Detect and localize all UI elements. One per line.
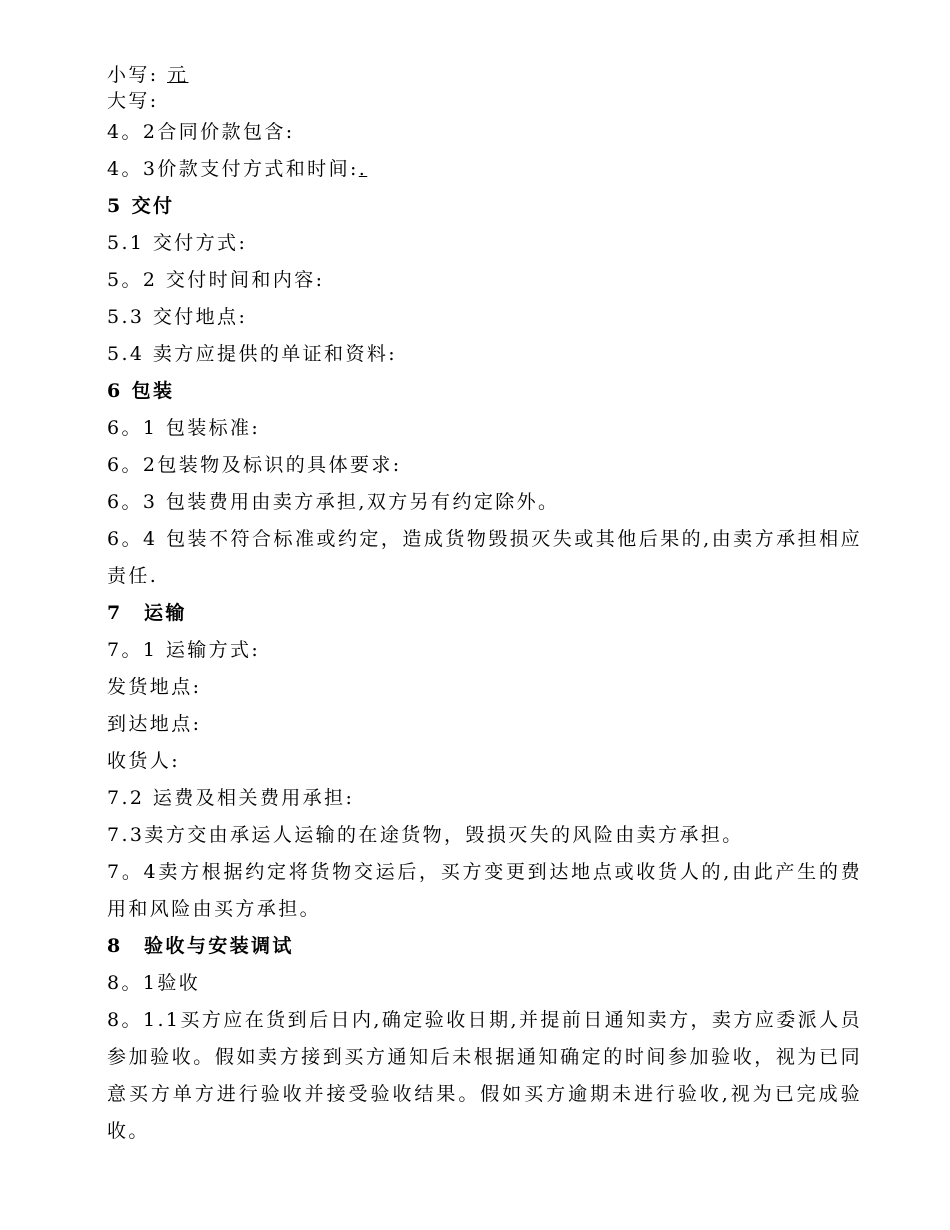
shipping-origin-line: 发货地点: [107,676,202,698]
clause-6-3: 6。3 包装费用由卖方承担,双方另有约定除外。 [107,491,560,513]
amount-lowercase-label: 小写: [107,64,159,86]
clause-6-2: 6。2包装物及标识的具体要求: [107,454,402,476]
clause-7-1: 7。1 运输方式: [107,639,261,661]
section-6-heading: 6 包装 [107,380,175,402]
clause-7-4: 7。4卖方根据约定将货物交运后，买方变更到达地点或收货人的,由此产生的费用和风险由买方承担。 [107,861,862,920]
clause-5-2: 5。2 交付时间和内容: [107,269,325,291]
document-page [107,62,862,1150]
clause-7-3: 7.3卖方交由承运人运输的在途货物，毁损灭失的风险由卖方承担。 [107,824,744,846]
clause-6-1: 6。1 包装标准: [107,417,261,439]
clause-4-3-blank: . [358,158,368,180]
clause-4-3 [107,151,862,188]
section-5-heading: 5 交付 [107,195,175,217]
section-7-heading: 7 运输 [107,602,187,624]
amount-lowercase-line [107,62,862,88]
clause-5-3: 5.3 交付地点: [107,306,248,328]
clause-7-2: 7.2 运费及相关费用承担: [107,787,355,809]
section-8-heading: 8 验收与安装调试 [107,935,294,957]
clause-4-2: 4。2合同价款包含: [107,121,295,143]
amount-lowercase-unit: 元 [167,64,189,86]
clause-8-1: 8。1验收 [107,972,201,994]
clause-6-4: 6。4 包装不符合标准或约定，造成货物毁损灭失或其他后果的,由卖方承担相应责任. [107,528,862,587]
clause-5-1: 5.1 交付方式: [107,232,248,254]
consignee-line: 收货人: [107,750,181,772]
clause-4-3-text: 4。3价款支付方式和时间: [107,158,359,180]
clause-5-4: 5.4 卖方应提供的单证和资料: [107,343,398,365]
clause-8-1-1: 8。1.1买方应在货到后日内,确定验收日期,并提前日通知卖方，卖方应委派人员参加验收。假如卖方接到买方通知后未根据通知确定的时间参加验收，视为已同意买方单方进行验收并接受验收结果。假如买方逾期未进行验收,视为已完成验收。 [107,1009,862,1142]
shipping-destination-line: 到达地点: [107,713,202,735]
amount-uppercase-line: 大写: [107,90,159,112]
